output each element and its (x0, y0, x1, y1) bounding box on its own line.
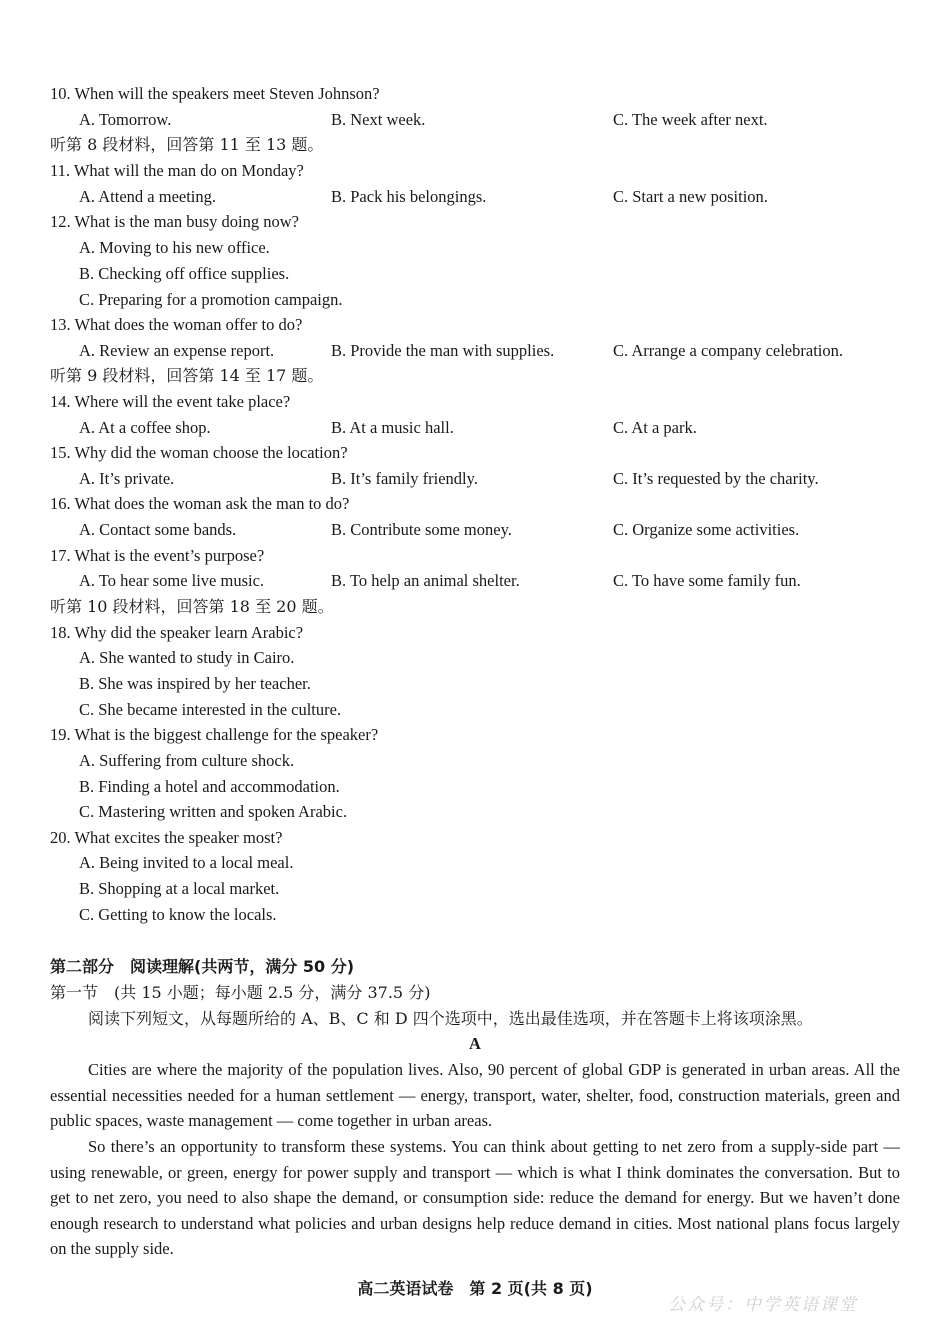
question-20-option-b: B. Shopping at a local market. (79, 879, 280, 898)
reading-instructions: 阅读下列短文，从每题所给的 A、B、C 和 D 四个选项中，选出最佳选项，并在答题卡上将该项涂黑。 (88, 1009, 813, 1028)
question-20-option-a: A. Being invited to a local meal. (79, 853, 294, 872)
question-16-option-b: B. Contribute some money. (331, 520, 512, 539)
question-20-stem: 20. What excites the speaker most? (50, 828, 283, 847)
passage-paragraph-2: So there’s an opportunity to transform these systems. You can think about getting to net zero from a supply-side part — using renewable, or green, energy for power supply and transport — which is what I think dominates the conversation. But to get to net zero, you need to also shape the demand, or consumption side: reduce the demand for energy. But we haven’t done enough research to understand what policies and urban designs help reduce demand in cities. Most national plans focus largely on the supply side. (50, 1137, 900, 1259)
question-14-option-b: B. At a music hall. (331, 418, 454, 437)
question-10-option-b: B. Next week. (331, 110, 426, 129)
question-15-option-a: A. It’s private. (79, 469, 175, 488)
question-15-option-c: C. It’s requested by the charity. (613, 469, 819, 488)
question-17-stem: 17. What is the event’s purpose? (50, 546, 265, 565)
question-19-stem: 19. What is the biggest challenge for the speaker? (50, 725, 379, 744)
question-16-option-a: A. Contact some bands. (79, 520, 237, 539)
question-12-option-c: C. Preparing for a promotion campaign. (79, 290, 343, 309)
section-10-header: 听第 10 段材料，回答第 18 至 20 题。 (50, 597, 334, 616)
question-19-option-c: C. Mastering written and spoken Arabic. (79, 802, 348, 821)
question-15-option-b: B. It’s family friendly. (331, 469, 478, 488)
question-14-option-c: C. At a park. (613, 418, 697, 437)
question-10-stem: 10. When will the speakers meet Steven Johnson? (50, 84, 380, 103)
question-12-option-b: B. Checking off office supplies. (79, 264, 290, 283)
question-14-option-a: A. At a coffee shop. (79, 418, 211, 437)
question-19-option-a: A. Suffering from culture shock. (79, 751, 295, 770)
question-13-option-b: B. Provide the man with supplies. (331, 341, 555, 360)
question-13-option-c: C. Arrange a company celebration. (613, 341, 843, 360)
question-17-option-a: A. To hear some live music. (79, 571, 265, 590)
question-12-option-a: A. Moving to his new office. (79, 238, 270, 257)
question-13-option-a: A. Review an expense report. (79, 341, 275, 360)
question-16-stem: 16. What does the woman ask the man to do? (50, 494, 350, 513)
question-11-option-b: B. Pack his belongings. (331, 187, 487, 206)
passage-letter: A (469, 1034, 481, 1053)
question-15-stem: 15. Why did the woman choose the location? (50, 443, 348, 462)
question-17-option-c: C. To have some family fun. (613, 571, 801, 590)
section-9-header: 听第 9 段材料，回答第 14 至 17 题。 (50, 366, 324, 385)
question-17-option-b: B. To help an animal shelter. (331, 571, 520, 590)
passage-paragraph-1: Cities are where the majority of the population lives. Also, 90 percent of global GDP is generated in urban areas. All the essential necessities needed for a human settlement — energy, transport, water, shelter, food, construction materials, green and public spaces, waste management — come together in urban areas. (50, 1060, 900, 1131)
question-18-option-a: A. She wanted to study in Cairo. (79, 648, 295, 667)
question-18-option-b: B. She was inspired by her teacher. (79, 674, 311, 693)
question-10-option-a: A. Tomorrow. (79, 110, 172, 129)
section-8-header: 听第 8 段材料，回答第 11 至 13 题。 (50, 135, 324, 154)
question-14-stem: 14. Where will the event take place? (50, 392, 291, 411)
question-20-option-c: C. Getting to know the locals. (79, 905, 277, 924)
page-footer: 高二英语试卷 第 2 页(共 8 页) (357, 1279, 593, 1298)
question-11-option-c: C. Start a new position. (613, 187, 768, 206)
question-11-option-a: A. Attend a meeting. (79, 187, 217, 206)
question-19-option-b: B. Finding a hotel and accommodation. (79, 777, 340, 796)
question-18-option-c: C. She became interested in the culture. (79, 700, 342, 719)
watermark: 公众号：中学英语课堂 (668, 1295, 858, 1315)
question-16-option-c: C. Organize some activities. (613, 520, 800, 539)
part-2-title: 第二部分 阅读理解(共两节，满分 50 分) (50, 957, 355, 976)
question-13-stem: 13. What does the woman offer to do? (50, 315, 303, 334)
question-10-option-c: C. The week after next. (613, 110, 768, 129)
question-12-stem: 12. What is the man busy doing now? (50, 212, 299, 231)
section-1-title: 第一节 (共 15 小题；每小题 2.5 分，满分 37.5 分) (50, 983, 431, 1002)
question-18-stem: 18. Why did the speaker learn Arabic? (50, 623, 304, 642)
question-11-stem: 11. What will the man do on Monday? (50, 161, 304, 180)
